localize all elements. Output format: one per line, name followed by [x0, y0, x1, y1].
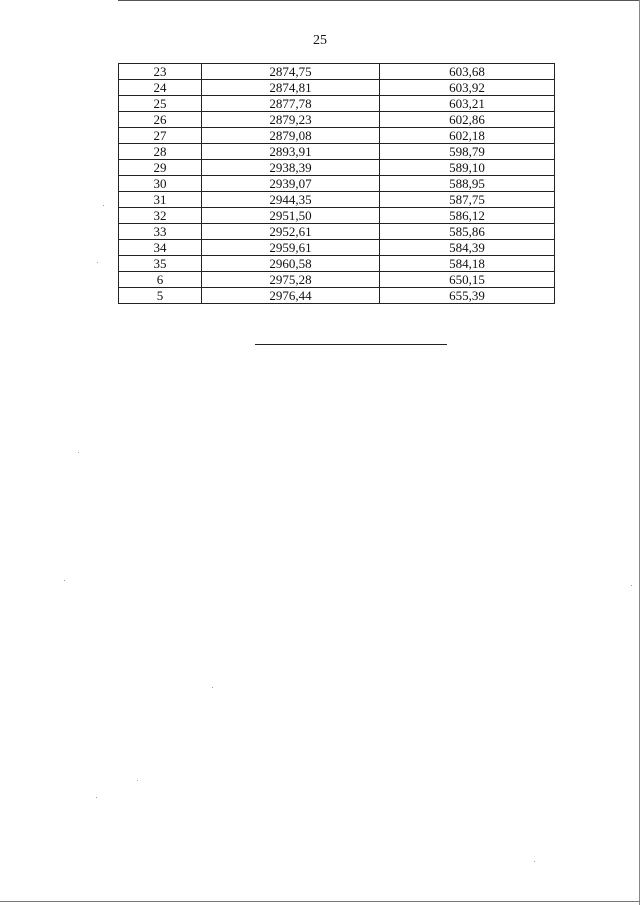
- scan-edge-top: [118, 0, 640, 1]
- point-number-cell: 24: [119, 80, 202, 96]
- y-coordinate-cell: 589,10: [380, 160, 555, 176]
- y-coordinate-cell: 602,18: [380, 128, 555, 144]
- x-coordinate-cell: 2960,58: [202, 256, 380, 272]
- point-number-cell: 35: [119, 256, 202, 272]
- x-coordinate-cell: 2877,78: [202, 96, 380, 112]
- scan-speck: [78, 452, 79, 453]
- y-coordinate-cell: 587,75: [380, 192, 555, 208]
- x-coordinate-cell: 2944,35: [202, 192, 380, 208]
- point-number-cell: 25: [119, 96, 202, 112]
- point-number-cell: 26: [119, 112, 202, 128]
- scan-speck: [103, 205, 104, 206]
- point-number-cell: 29: [119, 160, 202, 176]
- scan-speck: [212, 687, 213, 688]
- table-row: [119, 160, 555, 176]
- x-coordinate-cell: 2939,07: [202, 176, 380, 192]
- scan-speck: [534, 861, 535, 862]
- y-coordinate-cell: 603,68: [380, 64, 555, 80]
- x-coordinate-cell: 2874,81: [202, 80, 380, 96]
- scan-speck: [96, 797, 97, 798]
- x-coordinate-cell: 2893,91: [202, 144, 380, 160]
- end-of-document-rule: [255, 344, 447, 345]
- table-row: [119, 288, 555, 304]
- x-coordinate-cell: 2938,39: [202, 160, 380, 176]
- scan-edge-bottom: [0, 901, 640, 902]
- table-row: [119, 128, 555, 144]
- coordinates-table: [118, 63, 555, 304]
- x-coordinate-cell: 2879,08: [202, 128, 380, 144]
- point-number-cell: 6: [119, 272, 202, 288]
- point-number-cell: 30: [119, 176, 202, 192]
- y-coordinate-cell: 588,95: [380, 176, 555, 192]
- y-coordinate-cell: 655,39: [380, 288, 555, 304]
- scan-speck: [631, 585, 632, 586]
- table-row: [119, 176, 555, 192]
- point-number-cell: 27: [119, 128, 202, 144]
- x-coordinate-cell: 2976,44: [202, 288, 380, 304]
- scan-speck: [64, 580, 65, 581]
- table-row: [119, 256, 555, 272]
- x-coordinate-cell: 2879,23: [202, 112, 380, 128]
- table-row: [119, 144, 555, 160]
- y-coordinate-cell: 585,86: [380, 224, 555, 240]
- y-coordinate-cell: 598,79: [380, 144, 555, 160]
- y-coordinate-cell: 584,18: [380, 256, 555, 272]
- y-coordinate-cell: 603,92: [380, 80, 555, 96]
- table-row: [119, 192, 555, 208]
- table-row: [119, 240, 555, 256]
- table-row: [119, 112, 555, 128]
- y-coordinate-cell: 603,21: [380, 96, 555, 112]
- point-number-cell: 31: [119, 192, 202, 208]
- y-coordinate-cell: 602,86: [380, 112, 555, 128]
- table-row: [119, 272, 555, 288]
- x-coordinate-cell: 2951,50: [202, 208, 380, 224]
- x-coordinate-cell: 2975,28: [202, 272, 380, 288]
- table-row: [119, 80, 555, 96]
- x-coordinate-cell: 2874,75: [202, 64, 380, 80]
- coordinates-table-body: [119, 64, 555, 304]
- table-row: [119, 208, 555, 224]
- point-number-cell: 23: [119, 64, 202, 80]
- table-row: [119, 96, 555, 112]
- y-coordinate-cell: 584,39: [380, 240, 555, 256]
- point-number-cell: 32: [119, 208, 202, 224]
- point-number-cell: 28: [119, 144, 202, 160]
- x-coordinate-cell: 2952,61: [202, 224, 380, 240]
- page-number: 25: [313, 33, 327, 48]
- scan-speck: [97, 262, 98, 263]
- table-row: [119, 224, 555, 240]
- y-coordinate-cell: 650,15: [380, 272, 555, 288]
- point-number-cell: 33: [119, 224, 202, 240]
- x-coordinate-cell: 2959,61: [202, 240, 380, 256]
- scan-speck: [137, 780, 138, 781]
- point-number-cell: 34: [119, 240, 202, 256]
- y-coordinate-cell: 586,12: [380, 208, 555, 224]
- table-row: [119, 64, 555, 80]
- point-number-cell: 5: [119, 288, 202, 304]
